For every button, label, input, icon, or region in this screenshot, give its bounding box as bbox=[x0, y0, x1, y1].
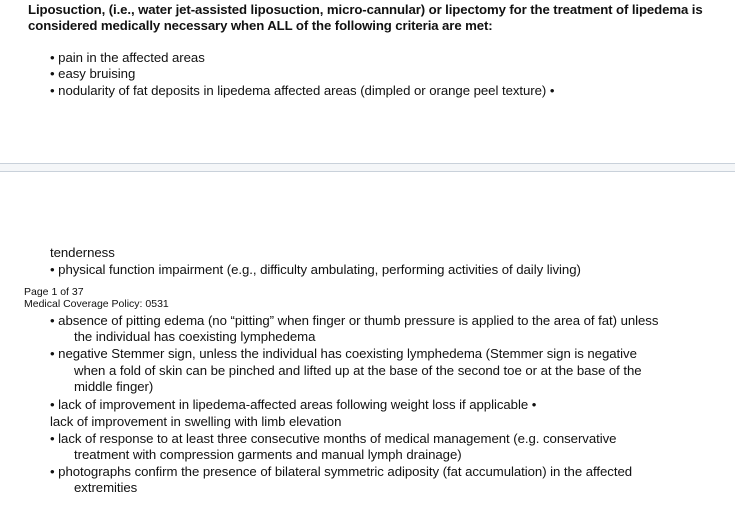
list-item-pitting-edema: • absence of pitting edema (no “pitting” when finger or thumb pressure is applied to the area of fat) unless bbox=[50, 313, 659, 328]
document-page-top bbox=[0, 0, 735, 163]
page-break-divider bbox=[0, 163, 735, 172]
list-item-bruising: • easy bruising bbox=[50, 66, 136, 81]
list-item-weight-loss: • lack of improvement in lipedema-affected areas following weight loss if applicable • bbox=[50, 397, 537, 412]
list-item-stemmer-sign: • negative Stemmer sign, unless the individual has coexisting lymphedema (Stemmer sign is negative bbox=[50, 346, 637, 361]
list-item-pain: • pain in the affected areas bbox=[50, 50, 205, 65]
list-item-photographs: • photographs confirm the presence of bilateral symmetric adiposity (fat accumulation) in the affected bbox=[50, 464, 633, 479]
page-number: Page 1 of 37 bbox=[24, 286, 84, 298]
list-item-pitting-edema-cont: the individual has coexisting lymphedema bbox=[74, 329, 316, 344]
criteria-heading: Liposuction, (i.e., water jet-assisted liposuction, micro-cannular) or lipectomy for the treatment of lipedema is considered medically necessary when ALL of the following criteria are met: bbox=[28, 2, 703, 33]
policy-number: Medical Coverage Policy: 0531 bbox=[24, 298, 169, 310]
list-item-nodularity: • nodularity of fat deposits in lipedema affected areas (dimpled or orange peel texture) • bbox=[50, 83, 555, 98]
list-item-medical-management: • lack of response to at least three consecutive months of medical management (e.g. conservative bbox=[50, 431, 617, 446]
continued-text-tenderness: tenderness bbox=[50, 245, 115, 260]
list-item-medical-management-cont: treatment with compression garments and manual lymph drainage) bbox=[74, 447, 462, 462]
list-item-stemmer-sign-cont-2: middle finger) bbox=[74, 379, 154, 394]
list-item-photographs-cont: extremities bbox=[74, 480, 138, 495]
list-item-stemmer-sign-cont-1: when a fold of skin can be pinched and lifted up at the base of the second toe or at the base of the bbox=[74, 363, 642, 378]
list-item-limb-elevation: lack of improvement in swelling with limb elevation bbox=[50, 414, 342, 429]
list-item-physical-function: • physical function impairment (e.g., difficulty ambulating, performing activities of daily living) bbox=[50, 262, 581, 277]
